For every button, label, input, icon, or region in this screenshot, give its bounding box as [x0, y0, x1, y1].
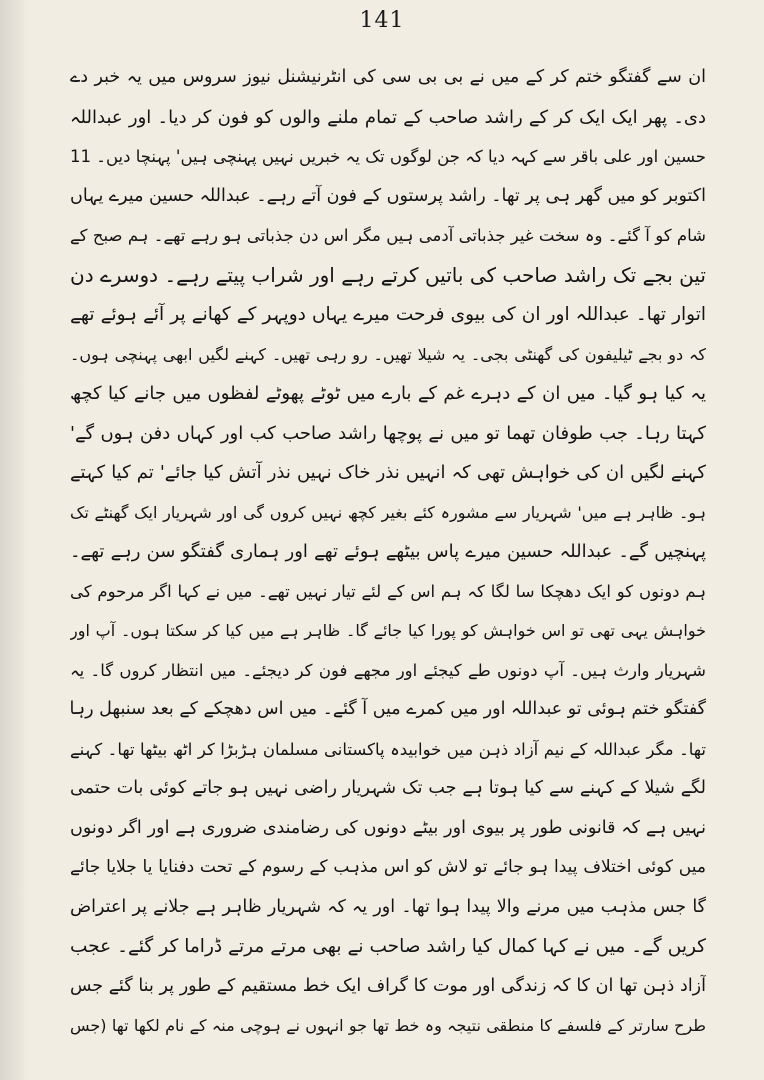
text-line: کہ دو بجے ٹیلیفون کی گھنٹی بجی۔ یہ شیلا تھیں۔ رو رہی تھیں۔ کہنے لگیں ابھی پہنچی ہوں۔: [70, 344, 706, 364]
text-line: تھا۔ مگر عبداللہ کے نیم آزاد ذہن میں خوابیدہ پاکستانی مسلمان ہڑبڑا کر اٹھ بیٹھا تھا۔ کہنے: [70, 739, 706, 759]
text-line: ان سے گفتگو ختم کر کے میں نے بی بی سی کی انٹرنیشنل نیوز سروس میں یہ خبر دے: [70, 67, 706, 87]
text-line: طرح سارتر کے فلسفے کا منطقی نتیجہ وہ خط تھا جو انہوں نے ہوچی منہ کے نام لکھا تھا (جس: [70, 1016, 706, 1035]
text-line: کہنے لگیں ان کی خواہش تھی کہ انہیں نذر خاک نہیں نذر آتش کیا جائے' تم کیا کہتے: [70, 462, 706, 483]
text-line: لگے شیلا کے کہنے سے کیا ہوتا ہے جب تک شہریار راضی نہیں ہو جاتے کوئی بات حتمی: [70, 778, 706, 798]
text-line: کہتا رہا۔ جب طوفان تھما تو میں نے پوچھا راشد صاحب کب اور کہاں دفن ہوں گے': [70, 422, 706, 444]
text-line: میں کوئی اختلاف پیدا ہو جائے تو لاش کو اس مذہب کے رسوم کے تحت دفنایا یا جلایا جائے: [70, 857, 706, 877]
text-line: نہیں ہے کہ قانونی طور پر بیوی اور بیٹے دونوں کی رضامندی ضروری ہے اور اگر دونوں: [70, 817, 706, 838]
text-line: گا جس مذہب میں مرنے والا پیدا ہوا تھا۔ اور یہ کہ شہریار ظاہر ہے جلانے پر اعتراض: [70, 896, 706, 917]
page-number: 141: [359, 8, 405, 33]
text-line: یہ کیا ہو گیا۔ میں ان کے دہرے غم کے بارے میں ٹوٹے پھوٹے لفظوں میں جانے کیا کچھ: [70, 383, 706, 404]
page-binding-shadow: [0, 0, 30, 1080]
text-line: پہنچیں گے۔ عبداللہ حسین میرے پاس بیٹھے ہوئے تھے اور ہماری گفتگو سن رہے تھے۔: [70, 541, 706, 562]
text-line: شام کو آ گئے۔ وہ سخت غیر جذباتی آدمی ہیں مگر اس دن جذباتی ہو رہے تھے۔ ہم صبح کے: [70, 226, 706, 245]
text-line: اتوار تھا۔ عبداللہ اور ان کی بیوی فرحت میرے یہاں دوپہر کے کھانے پر آئے ہوئے تھے: [70, 304, 706, 325]
text-line: ہو۔ ظاہر ہے میں' شہریار سے مشورہ کئے بغیر کچھ نہیں کروں گی اور شہریار ایک گھنٹے تک: [70, 502, 706, 522]
text-line: اکتوبر کو میں گھر ہی پر تھا۔ راشد پرستوں کے فون آتے رہے۔ عبداللہ حسین میرے یہاں: [70, 185, 706, 206]
text-line: دی۔ پھر ایک ایک کر کے راشد صاحب کے تمام ملنے والوں کو فون کر دیا۔ اور عبداللہ: [70, 106, 706, 128]
text-line: ہم دونوں کو ایک دھچکا سا لگا کہ ہم اس کے لئے تیار نہیں تھے۔ میں نے کہا اگر مرحوم کی: [70, 581, 706, 601]
text-line: خواہش یہی تھی تو اس خواہش کو پورا کیا جائے گا۔ ظاہر ہے میں کیا کر سکتا ہوں۔ آپ اور: [70, 621, 706, 640]
text-line: کریں گے۔ میں نے کہا کمال کیا راشد صاحب نے بھی مرتے مرتے ڈراما کر گئے۔ عجب: [70, 936, 706, 957]
text-line: گفتگو ختم ہوئی تو عبداللہ اور میں کمرے میں آ گئے۔ میں اس دھچکے کے بعد سنبھل رہا: [70, 699, 706, 719]
body-text: [70, 58, 706, 1046]
text-line: آزاد ذہن تھا ان کا کہ زندگی اور موت کا گراف ایک خط مستقیم کے طور پر بنا گئے جس: [70, 975, 706, 996]
text-line: تین بجے تک راشد صاحب کی باتیں کرتے رہے اور شراب پیتے رہے۔ دوسرے دن: [70, 262, 706, 287]
text-line: شہریار وارث ہیں۔ آپ دونوں طے کیجئے اور مجھے فون کر دیجئے۔ میں انتظار کروں گا۔ یہ: [70, 660, 706, 680]
text-line: حسین اور علی باقر سے کہہ دیا کہ جن لوگوں تک یہ خبریں نہیں پہنچی ہیں' پہنچا دیں۔ 11: [70, 147, 706, 166]
